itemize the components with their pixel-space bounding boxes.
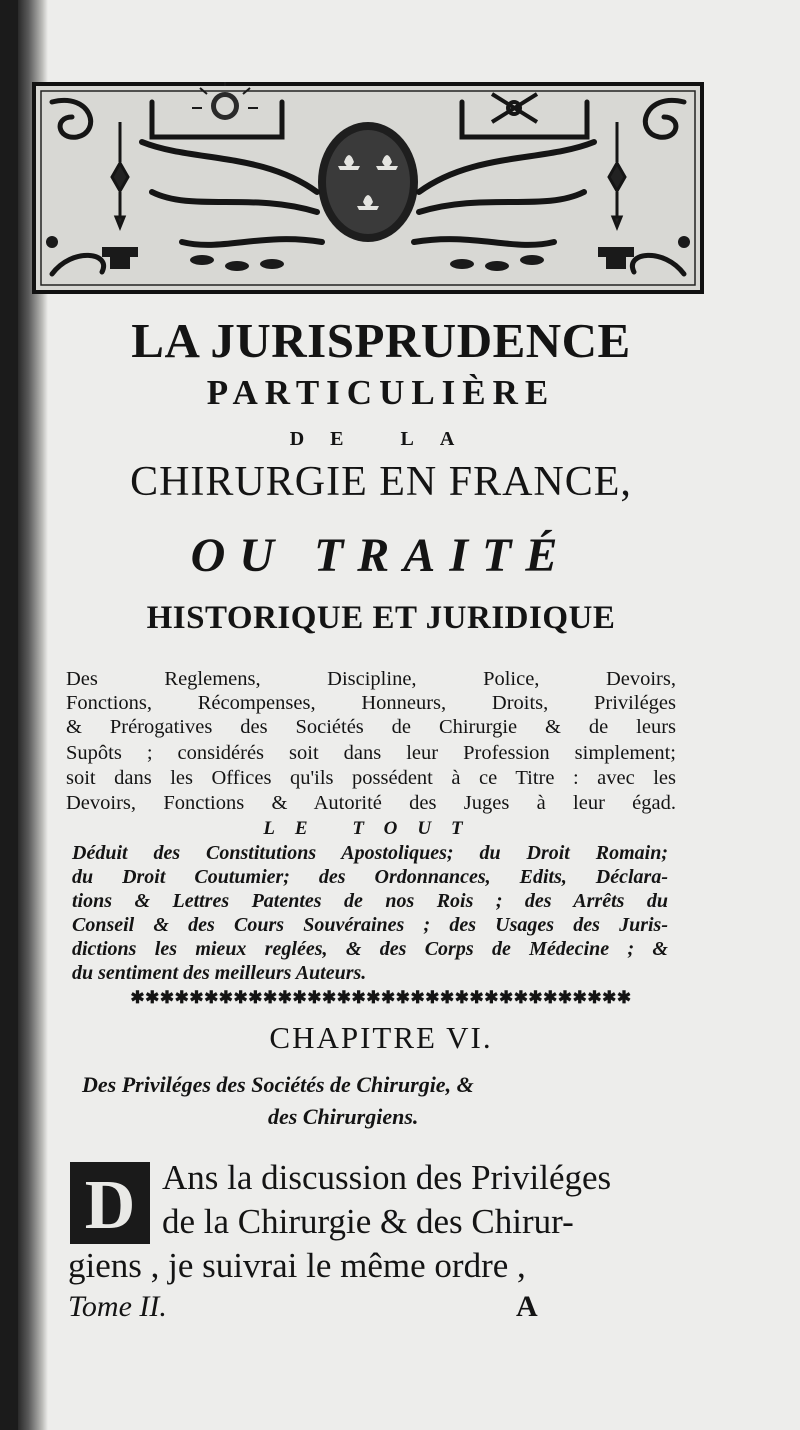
title-line-6: HISTORIQUE ET JURIDIQUE xyxy=(146,600,616,636)
description-line: Supôts ; considérés soit dans leur Profession simplement; xyxy=(66,742,676,764)
text-line-1: Ans la discussion des Priviléges xyxy=(162,1158,612,1197)
title-line-1: LA JURISPRUDENCE xyxy=(131,313,631,368)
description-line: Devoirs, Fonctions & Autorité des Juges à leur égad. xyxy=(66,792,676,814)
sources-line: du Droit Coutumier; des Ordonnances, Edits, Déclara- xyxy=(72,866,668,888)
chapter-subtitle-line-1: Des Priviléges des Sociétés de Chirurgie, & xyxy=(82,1072,474,1097)
sources-line: tions & Lettres Patentes de nos Rois ; des Arrêts du xyxy=(72,890,668,912)
le-tout-heading: LE TOUT xyxy=(263,818,483,839)
sources-line: Conseil & des Cours Souvéraines ; des Usages des Juris- xyxy=(72,914,668,936)
title-line-5: OU TRAITÉ xyxy=(190,529,572,582)
description-line: Des Reglemens, Discipline, Police, Devoirs, xyxy=(66,668,676,690)
sources-line: Déduit des Constitutions Apostoliques; du Droit Romain; xyxy=(72,842,668,864)
sources-line: du sentiment des meilleurs Auteurs. xyxy=(72,962,367,984)
signature-mark: A xyxy=(516,1290,538,1323)
book-page xyxy=(18,0,800,1430)
description-line: soit dans les Offices qu'ils possédent à ce Titre : avec les xyxy=(66,767,676,789)
drop-initial: D xyxy=(70,1162,150,1244)
title-line-4: CHIRURGIE EN FRANCE, xyxy=(130,459,632,505)
chapter-heading: CHAPITRE VI. xyxy=(269,1020,493,1055)
description-line: & Prérogatives des Sociétés de Chirurgie & de leurs xyxy=(66,716,676,738)
fleur-de-lis-crest-icon xyxy=(318,122,418,242)
text-line-2: de la Chirurgie & des Chirur- xyxy=(162,1202,574,1241)
tome-label: Tome II. xyxy=(68,1290,167,1323)
text-line-3: giens , je suivrai le même ordre , xyxy=(68,1246,526,1285)
sources-line: dictions les mieux reglées, & des Corps de Médecine ; & xyxy=(72,938,668,960)
star-divider: ✱✱✱✱✱✱✱✱✱✱✱✱✱✱✱✱✱✱✱✱✱✱✱✱✱✱✱✱✱✱✱✱✱✱ xyxy=(130,988,632,1007)
ornamental-headpiece xyxy=(32,82,704,294)
description-line: Fonctions, Récompenses, Honneurs, Droits, Priviléges xyxy=(66,692,676,714)
title-line-3: DE LA xyxy=(289,428,481,450)
chapter-subtitle-line-2: des Chirurgiens. xyxy=(268,1104,419,1129)
title-line-2: PARTICULIÈRE xyxy=(206,373,556,412)
